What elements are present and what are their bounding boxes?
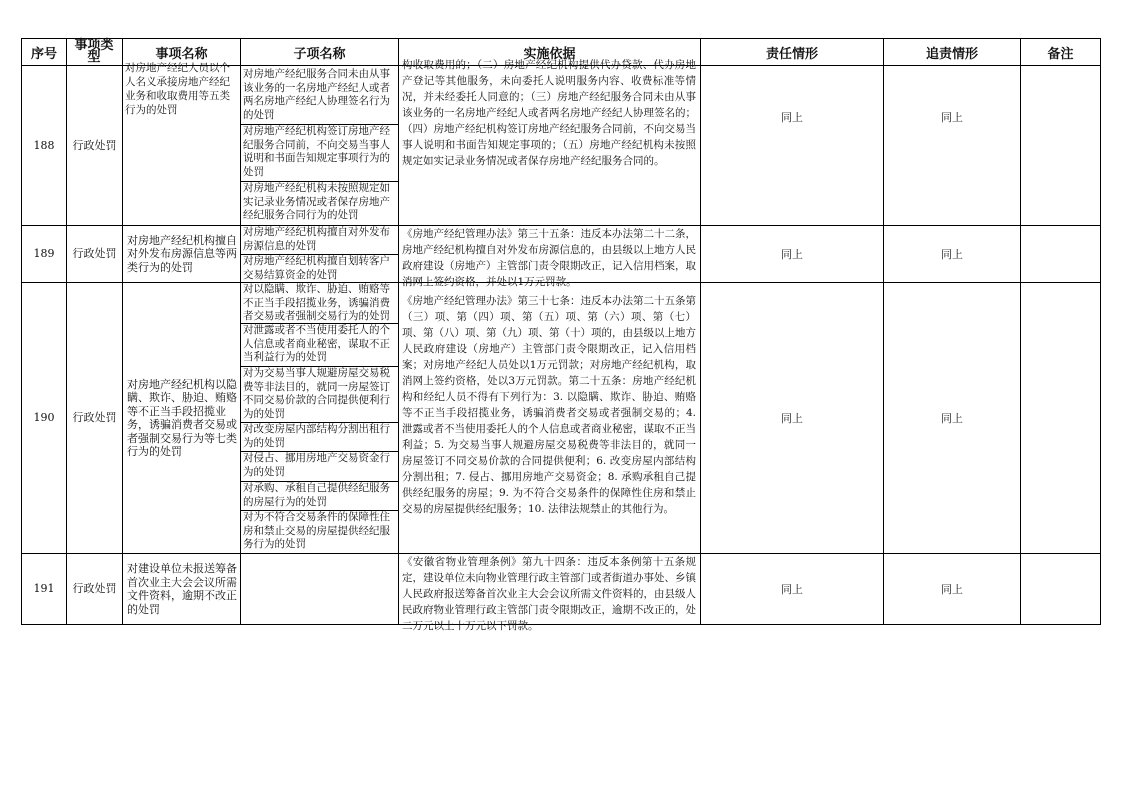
row-item-text: 对房地产经纪人员以个人名义承接房地产经纪业务和收取费用等五类行为的处罚 <box>125 62 230 116</box>
row-basis-text: 《安徽省物业管理条例》第九十四条：违反本条例第十五条规定，建设单位未向物业管理行政主管部门或者街道办事处、乡镇人民政府报送筹备首次业主大会会议所需文件资料的，由县级人民政府物业管理行政主管部门责令限期改正，逾期不改正的，处二万元以上十万元以下罚款。 <box>402 556 696 632</box>
row-responsibility: 同上 <box>781 583 803 596</box>
row-seq: 188 <box>33 138 55 152</box>
row-basis-text: 《房地产经纪管理办法》第三十五条：违反本办法第二十二条，房地产经纪机构擅自对外发布房源信息的，由县级以上地方人民政府建设（房地产）主管部门责令限期改正，记入信用档案，取消网上签约资格，并处以1万元罚款。 <box>402 228 696 288</box>
row-basis-text: 构收取费用的；（二）房地产经纪机构提供代办贷款、代办房地产登记等其他服务，未向委托人说明服务内容、收费标准等情况，并未经委托人同意的；（三）房地产经纪服务合同未由从事该业务的一名房地产经纪人或者两名房地产经纪人协理签名的；（四）房地产经纪机构签订房地产经纪服务合同前，不向交易当事人说明和书面告知规定事项的；（五）房地产经纪机构未按照规定如实记录业务情况或者保存房地产经纪服务合同的。 <box>402 59 696 167</box>
subitem <box>241 283 398 323</box>
subitem-text: 对房地产经纪服务合同未由从事该业务的一名房地产经纪人或者两名房地产经纪人协理签名行为的处罚 <box>243 68 390 121</box>
row-seq: 189 <box>33 247 55 261</box>
subitem <box>241 452 398 481</box>
subitem <box>241 226 398 254</box>
row-type: 行政处罚 <box>72 138 117 152</box>
row-type: 行政处罚 <box>72 411 117 425</box>
row-basis-text: 《房地产经纪管理办法》第三十七条：违反本办法第二十五条第（三）项、第（四）项、第（五）项、第（六）项、第（七）项、第（八）项、第（九）项、第（十）项的，由县级以上地方人民政府建设（房地产）主管部门责令限期改正，记入信用档案；对房地产经纪人员处以1万元罚款；对房地产经纪机构，取消网上签约资格，处以3万元罚款。第二十五条：房地产经纪机构和经纪人员不得有下列行为：3. 以隐瞒、欺诈、胁迫、贿赂等不正当手段招揽业务，诱骗消费者交易或者强制交易的；4. 泄露或者不当使用委托人的个人信息或者商业秘密，谋取不正当利益；5. 为交易当事人规避房屋交易税费等非法目的，就同一房屋签订不同交易价款的合同提供便利；6. 改变房屋内部结构分割出租；7. 侵占、挪用房地产交易资金；8. 承购承租自己提供经纪服务的房屋；9. 为不符合交易条件的保障性住房和禁止交易的房屋提供经纪服务；10. 法律法规禁止的其他行为。 <box>402 295 696 515</box>
header-remark: 备注 <box>1047 46 1074 62</box>
subitem <box>241 66 398 124</box>
row-remark <box>1021 226 1100 282</box>
subitem <box>241 125 398 181</box>
subitem <box>241 423 398 451</box>
row-accountability: 同上 <box>941 583 963 596</box>
header-subitem: 子项名称 <box>293 46 346 62</box>
row-item <box>125 62 238 225</box>
row-item: 对房地产经纪机构以隐瞒、欺诈、胁迫、贿赂等不正当手段招揽业务，诱骗消费者交易或者强制交易行为等七类行为的处罚 <box>127 377 237 458</box>
header-accountability: 追责情形 <box>925 46 978 62</box>
subitem <box>241 255 398 282</box>
subitem-text: 对以隐瞒、欺诈、胁迫、贿赂等不正当手段招揽业务，诱骗消费者交易或者强制交易行为的处罚 <box>243 283 390 323</box>
subitem-text: 对泄露或者不当使用委托人的个人信息或者商业秘密，谋取不正当利益行为的处罚 <box>243 324 390 364</box>
row-basis <box>399 283 700 553</box>
row-basis <box>399 59 700 225</box>
subitem-text: 对房地产经纪机构签订房地产经纪服务合同前，不向交易当事人说明和书面告知规定事项行为的处罚 <box>243 125 390 178</box>
subitem <box>241 482 398 510</box>
header-responsibility: 责任情形 <box>765 46 818 62</box>
subitem-text: 对为交易当事人规避房屋交易税费等非法目的，就同一房屋签订不同交易价款的合同提供便利行为的处罚 <box>243 367 390 420</box>
subitem-text: 对承购、承租自己提供经纪服务的房屋行为的处罚 <box>243 482 390 508</box>
row-remark <box>1021 283 1100 553</box>
document-table <box>21 38 1101 632</box>
subitem <box>241 367 398 422</box>
header-type: 事项类型 <box>74 38 114 65</box>
header-seq: 序号 <box>30 46 57 62</box>
header-item: 事项名称 <box>155 46 208 62</box>
row-remark <box>1021 554 1100 624</box>
row-seq: 190 <box>33 411 55 425</box>
subitem-text: 对为不符合交易条件的保障性住房和禁止交易的房屋提供经纪服务行为的处罚 <box>243 511 390 551</box>
row-type: 行政处罚 <box>72 582 117 596</box>
subitem-text: 对房地产经纪机构未按照规定如实记录业务情况或者保存房地产经纪服务合同行为的处罚 <box>243 182 390 222</box>
subitem-text: 对改变房屋内部结构分割出租行为的处罚 <box>243 423 390 449</box>
row-remark <box>1021 66 1100 225</box>
row-seq: 191 <box>33 582 55 596</box>
row-accountability: 同上 <box>941 412 963 425</box>
subitem-text: 对侵占、挪用房地产交易资金行为的处罚 <box>243 452 390 478</box>
subitem-text: 对房地产经纪机构擅自划转客户交易结算资金的处罚 <box>243 255 390 281</box>
row-accountability: 同上 <box>941 111 963 124</box>
header-basis: 实施依据 <box>523 46 576 62</box>
subitem <box>241 511 398 553</box>
row-accountability: 同上 <box>941 248 963 261</box>
subitem <box>241 182 398 225</box>
subitem-text: 对房地产经纪机构擅自对外发布房源信息的处罚 <box>243 226 390 252</box>
subitem <box>241 324 398 366</box>
row-responsibility: 同上 <box>781 111 803 124</box>
row-item: 对建设单位未报送筹备首次业主大会会议所需文件资料，逾期不改正的处罚 <box>127 562 237 616</box>
row-item: 对房地产经纪机构擅自对外发布房源信息等两类行为的处罚 <box>127 233 237 274</box>
row-responsibility: 同上 <box>781 248 803 261</box>
row-basis <box>399 226 700 288</box>
row-basis <box>399 554 700 632</box>
row-type: 行政处罚 <box>72 247 117 261</box>
column-divider <box>1100 38 1101 625</box>
row-responsibility: 同上 <box>781 412 803 425</box>
